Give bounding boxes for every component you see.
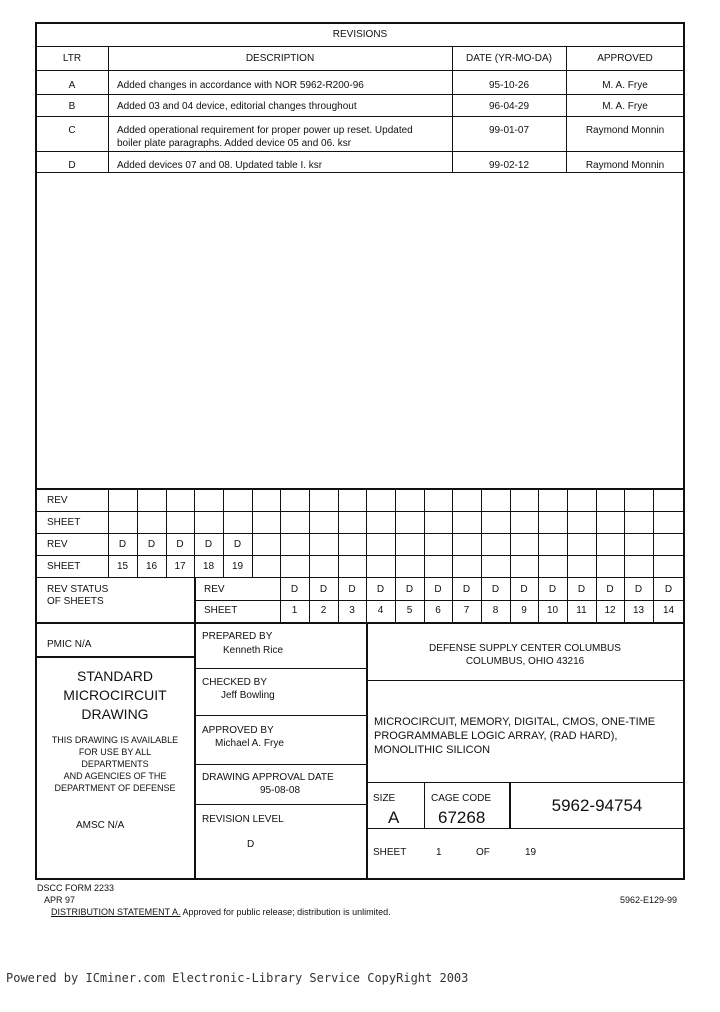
rev-description: Added 03 and 04 device, editorial changes throughout [117, 101, 357, 112]
rev-status-label: OF SHEETS [47, 596, 104, 607]
rev-cell: D [176, 539, 184, 550]
sheet-label: SHEET [47, 517, 81, 528]
availability-note: THIS DRAWING IS AVAILABLE [51, 735, 179, 745]
sheet-cell: 7 [463, 605, 470, 616]
rev-ltr: A [68, 80, 76, 91]
divider [538, 488, 539, 577]
sheet-cell: 15 [116, 561, 129, 572]
rev-approved: Raymond Monnin [585, 160, 665, 171]
distribution-label: DISTRIBUTION STATEMENT A. [51, 907, 181, 917]
rev-cell: D [290, 584, 299, 595]
header-ltr: LTR [62, 53, 82, 64]
sheet-cell: 6 [435, 605, 441, 616]
sheet-cell: 13 [632, 605, 645, 616]
sheet-total: 19 [525, 847, 537, 858]
rev-cell: D [147, 539, 156, 550]
divider [36, 94, 684, 95]
rev-cell: D [233, 539, 242, 550]
rev-cell: D [577, 584, 586, 595]
size-label: SIZE [373, 793, 396, 804]
checked-by-name: Jeff Bowling [221, 690, 275, 701]
divider [366, 828, 684, 829]
rev-description: Added operational requirement for proper power up reset. Updated [117, 125, 413, 136]
rev-ltr: C [68, 125, 76, 136]
divider [36, 70, 684, 71]
rev-cell: D [348, 584, 356, 595]
sheet-cell: 4 [377, 605, 384, 616]
rev-label: REV [204, 584, 225, 595]
pmic: PMIC N/A [47, 639, 92, 650]
divider [194, 715, 366, 716]
distribution-statement [51, 908, 391, 917]
sheet-cell: 17 [174, 561, 186, 572]
rev-approved: M. A. Frye [602, 101, 648, 112]
header-approved: APPROVED [597, 53, 653, 64]
approval-date: 95-08-08 [259, 785, 301, 796]
sheet-label: SHEET [47, 561, 81, 572]
rev-ltr: B [68, 101, 76, 112]
rev-date: 96-04-29 [488, 101, 530, 112]
divider [36, 172, 684, 173]
sheet-number: 1 [436, 847, 442, 858]
divider [366, 488, 367, 577]
header-description: DESCRIPTION [245, 53, 315, 64]
sheet-cell: 18 [202, 561, 215, 572]
divider [510, 488, 511, 577]
approved-by-name: Michael A. Frye [215, 738, 284, 749]
sheet-cell: 16 [145, 561, 158, 572]
revision-level: D [247, 839, 255, 850]
agency-name: DEFENSE SUPPLY CENTER COLUMBUS [429, 643, 621, 654]
document-number: 5962-94754 [551, 796, 643, 815]
rev-cell: D [664, 584, 673, 595]
divider [36, 555, 684, 556]
document-code: 5962-E129-99 [620, 895, 678, 905]
divider [452, 488, 453, 577]
divider [280, 488, 281, 577]
sheet-cell: 3 [349, 605, 355, 616]
divider [194, 577, 196, 879]
availability-note: FOR USE BY ALL [78, 747, 152, 757]
rev-description: Added changes in accordance with NOR 5962-R200-96 [117, 80, 364, 91]
std-title: MICROCIRCUIT [63, 687, 167, 703]
rev-label: REV [47, 539, 68, 550]
availability-note: DEPARTMENT OF DEFENSE [54, 783, 176, 793]
divider [624, 488, 625, 577]
rev-ltr: D [68, 160, 76, 171]
divider [424, 488, 425, 577]
sheet-cell: 19 [231, 561, 244, 572]
amsc: AMSC N/A [76, 820, 125, 831]
divider [36, 151, 684, 152]
rev-cell: D [405, 584, 414, 595]
rev-cell: D [548, 584, 557, 595]
rev-cell: D [204, 539, 213, 550]
rev-cell: D [376, 584, 385, 595]
divider [338, 488, 339, 577]
divider [252, 488, 253, 577]
rev-cell: D [491, 584, 500, 595]
drawing-description: MONOLITHIC SILICON [374, 744, 491, 756]
divider [36, 622, 684, 624]
sheet-cell: 5 [406, 605, 413, 616]
rev-approved: M. A. Frye [602, 80, 648, 91]
std-title: DRAWING [81, 706, 149, 722]
revisions-title: REVISIONS [332, 29, 388, 40]
cage-code: 67268 [438, 808, 486, 827]
divider [366, 680, 684, 681]
distribution-text: Approved for public release; distribution is unlimited. [180, 907, 391, 917]
checked-by-label: CHECKED BY [202, 677, 268, 688]
prepared-by-name: Kenneth Rice [223, 645, 284, 656]
rev-cell: D [462, 584, 471, 595]
divider [424, 782, 425, 828]
header-date: DATE (YR-MO-DA) [466, 53, 552, 64]
availability-note: DEPARTMENTS [81, 759, 149, 769]
agency-address: COLUMBUS, OHIO 43216 [465, 656, 585, 667]
rev-approved: Raymond Monnin [585, 125, 665, 136]
sheet-cell: 8 [492, 605, 499, 616]
divider [567, 488, 568, 577]
divider [481, 488, 482, 577]
sheet-cell: 11 [576, 605, 587, 616]
divider [36, 533, 684, 534]
of-label: OF [476, 847, 490, 858]
form-date: APR 97 [44, 895, 76, 905]
divider [194, 668, 366, 669]
cage-code-label: CAGE CODE [431, 793, 492, 804]
divider [194, 600, 684, 601]
rev-cell: D [520, 584, 528, 595]
rev-cell: D [606, 584, 614, 595]
divider [194, 764, 366, 765]
rev-cell: D [634, 584, 643, 595]
divider [36, 488, 684, 490]
divider [309, 488, 310, 577]
revision-level-label: REVISION LEVEL [202, 814, 284, 825]
availability-note: AND AGENCIES OF THE [63, 771, 167, 781]
divider [36, 656, 194, 658]
rev-date: 95-10-26 [488, 80, 530, 91]
divider [653, 488, 654, 577]
rev-cell: D [434, 584, 442, 595]
divider [108, 46, 109, 172]
size-value: A [388, 808, 400, 827]
divider [36, 116, 684, 117]
divider [596, 488, 597, 577]
sheet-cell: 2 [320, 605, 327, 616]
sheet-label: SHEET [373, 847, 407, 858]
rev-cell: D [319, 584, 328, 595]
std-title: STANDARD [77, 668, 153, 684]
sheet-label: SHEET [204, 605, 238, 616]
rev-description: Added devices 07 and 08. Updated table I. ksr [117, 160, 323, 171]
rev-status-label: REV STATUS [47, 584, 109, 595]
drawing-description: MICROCIRCUIT, MEMORY, DIGITAL, CMOS, ONE-TIME [374, 716, 656, 728]
powered-by-banner: Powered by ICminer.com Electronic-Library Service CopyRight 2003 [6, 971, 469, 985]
sheet-cell: 9 [521, 605, 527, 616]
prepared-by-label: PREPARED BY [202, 631, 273, 642]
rev-date: 99-01-07 [488, 125, 530, 136]
divider [366, 782, 684, 783]
divider [36, 577, 684, 578]
form-number: DSCC FORM 2233 [37, 883, 115, 893]
sheet-cell: 10 [546, 605, 559, 616]
sheet-cell: 14 [662, 605, 675, 616]
divider [36, 511, 684, 512]
rev-description-cont: boiler plate paragraphs. Added device 05 and 06. ksr [117, 138, 352, 149]
approved-by-label: APPROVED BY [202, 725, 274, 736]
sheet-cell: 12 [604, 605, 616, 616]
divider [194, 804, 366, 805]
drawing-description: PROGRAMMABLE LOGIC ARRAY, (RAD HARD), [374, 730, 618, 742]
rev-cell: D [118, 539, 127, 550]
divider [395, 488, 396, 577]
rev-date: 99-02-12 [488, 160, 530, 171]
approval-date-label: DRAWING APPROVAL DATE [202, 772, 334, 783]
rev-label: REV [47, 495, 68, 506]
divider [36, 46, 684, 47]
sheet-cell: 1 [291, 605, 298, 616]
